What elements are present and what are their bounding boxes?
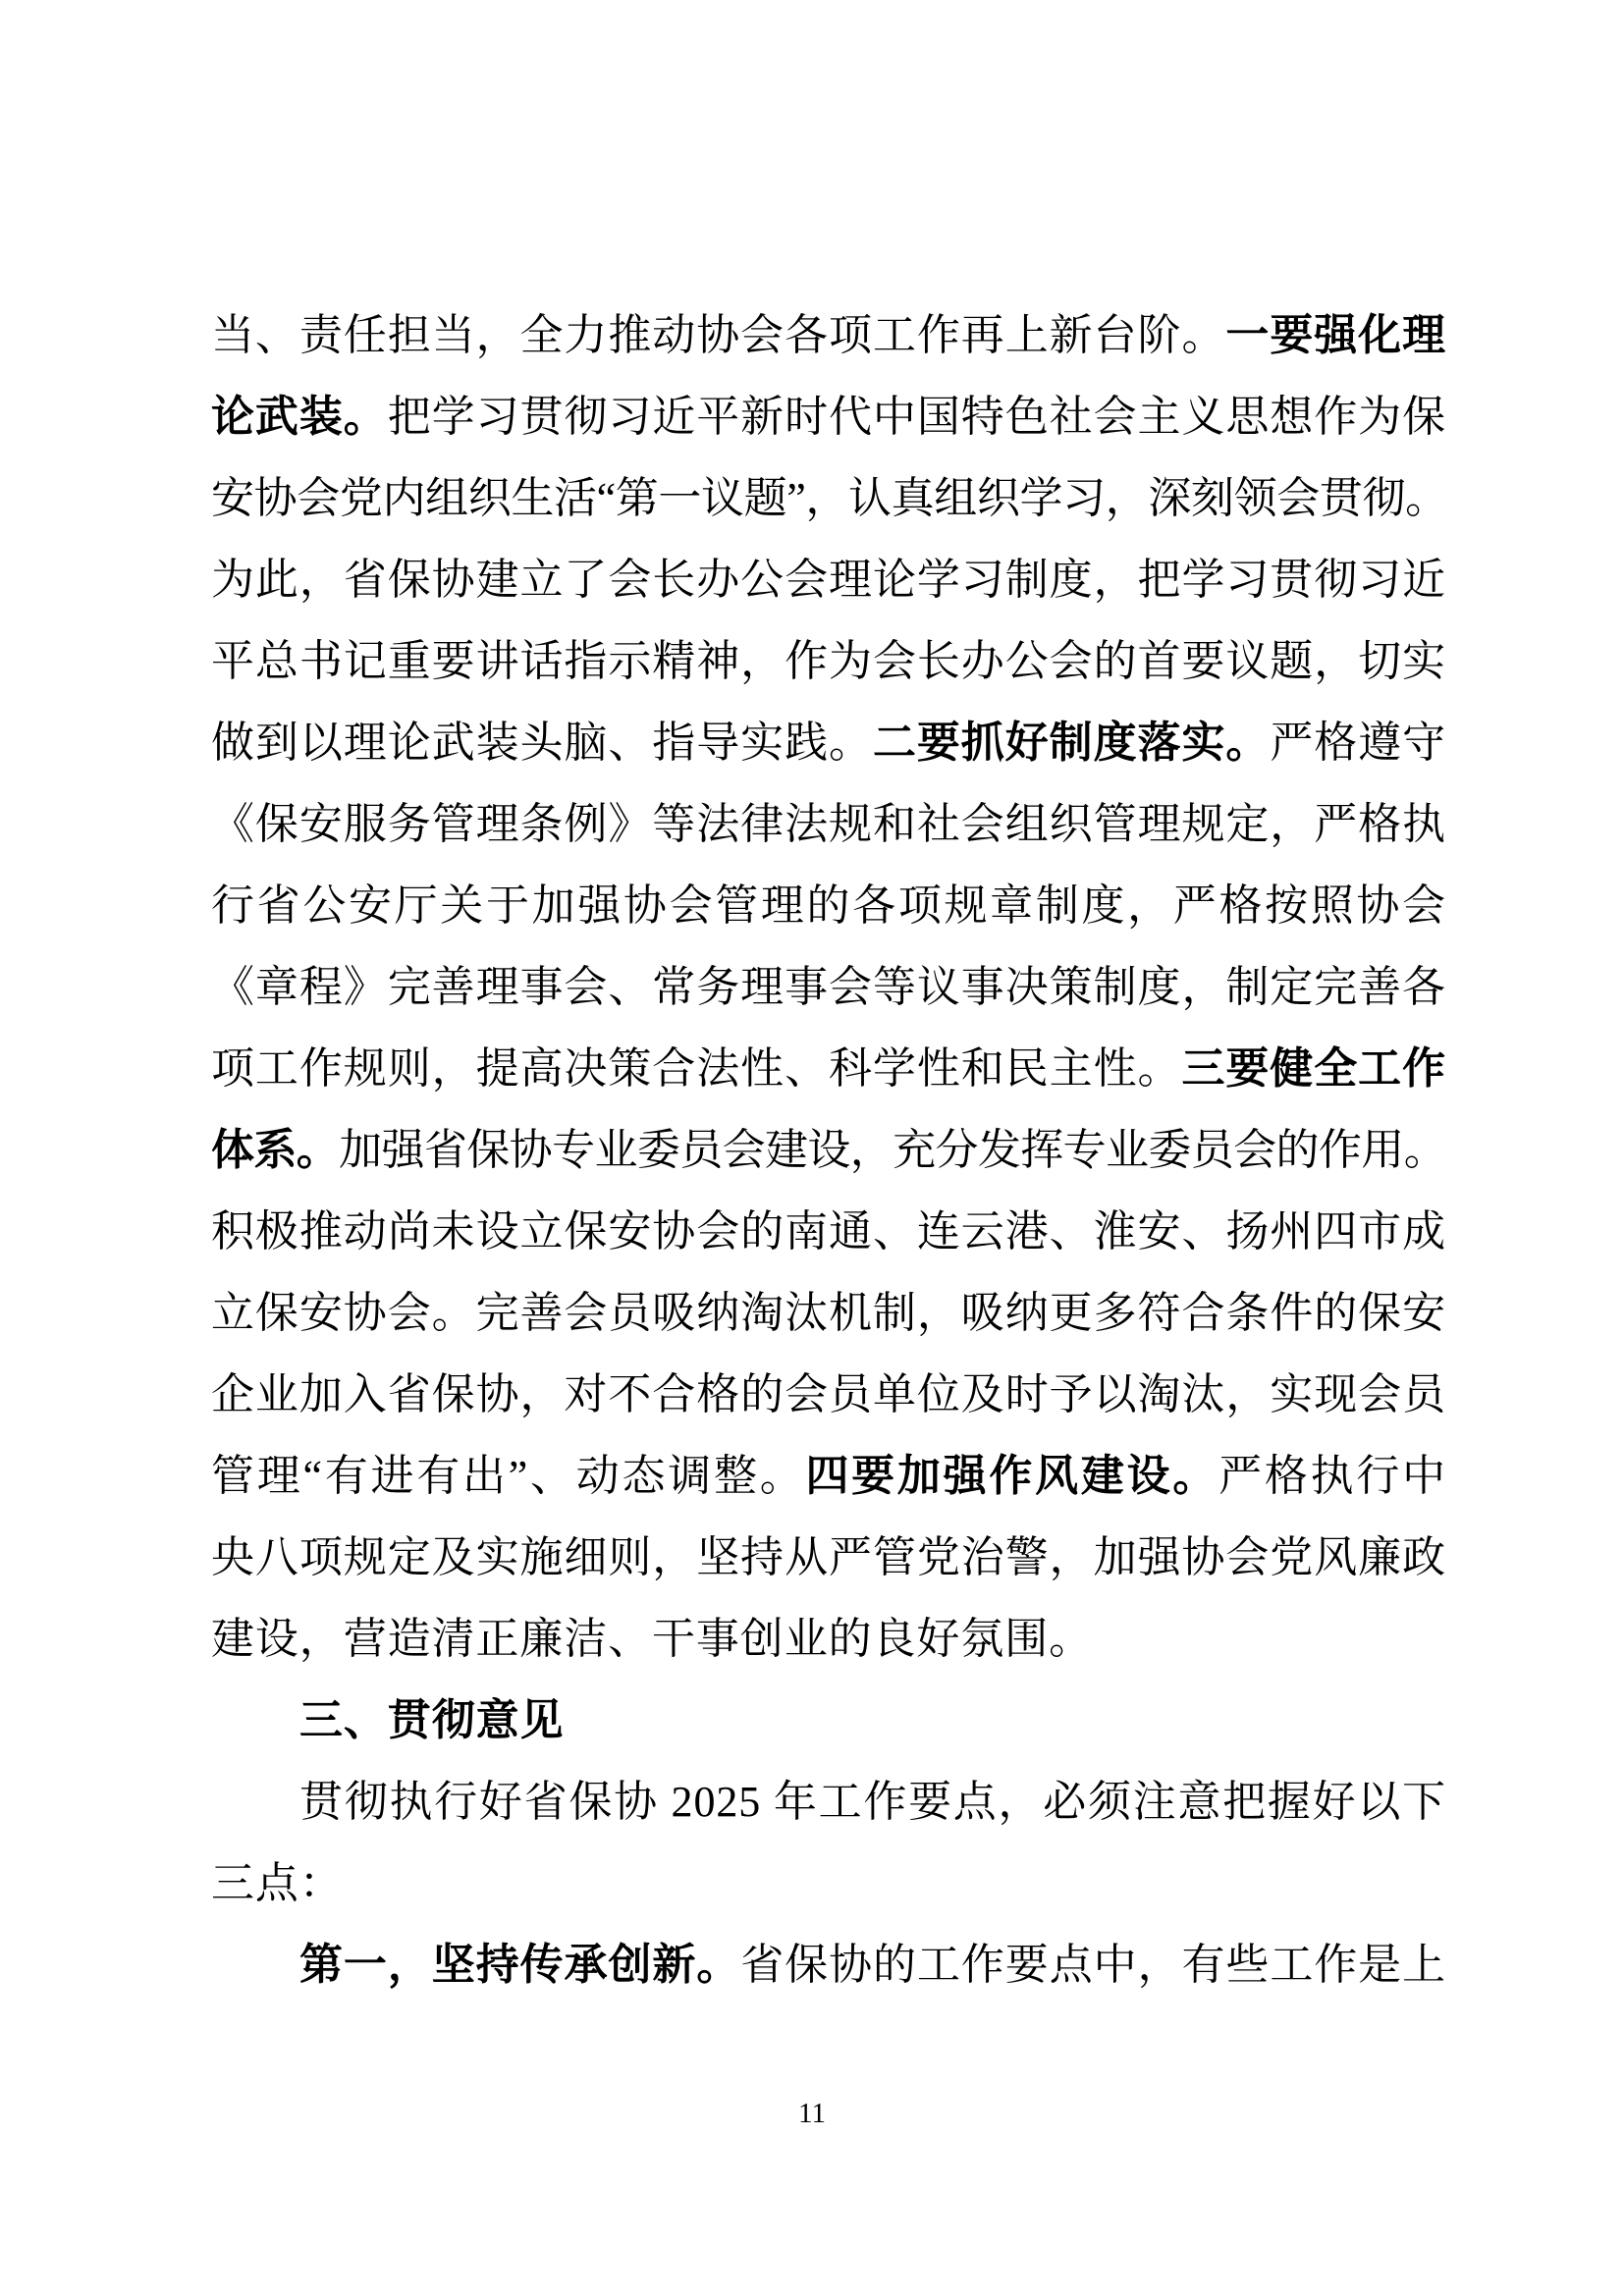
text-line — [211, 1272, 1446, 1354]
text-line — [211, 539, 1446, 620]
bold-run: 第一，坚持传承创新。 — [299, 1941, 741, 1989]
text-line — [211, 1598, 1446, 1680]
text-run: 安协会党内组织生活“第一议题”，认真组织学习，深刻领会贯彻。 — [211, 474, 1446, 522]
text-line — [211, 1028, 1446, 1109]
bold-run: 论武装。 — [211, 393, 388, 441]
text-run: 严格执行中 — [1218, 1452, 1446, 1500]
text-run: 严格遵守 — [1270, 719, 1446, 767]
text-run: 行省公安厅关于加强协会管理的各项规章制度，严格按照协会 — [211, 881, 1446, 930]
text-run: 把学习贯彻习近平新时代中国特色社会主义思想作为保 — [387, 393, 1446, 441]
text-run: 省保协的工作要点中，有些工作是上 — [740, 1941, 1447, 1989]
text-line — [211, 702, 1446, 783]
text-line — [211, 865, 1446, 946]
bold-run: 体系。 — [211, 1126, 340, 1174]
text-run: 做到以理论武装头脑、指导实践。 — [211, 719, 873, 767]
text-line — [211, 946, 1446, 1028]
text-run: 加强省保协专业委员会建设，充分发挥专业委员会的作用。 — [339, 1126, 1446, 1174]
section-heading — [211, 1680, 1446, 1761]
text-line — [211, 1354, 1446, 1435]
text-line — [211, 1761, 1446, 1842]
text-run: 《保安服务管理条例》等法律法规和社会组织管理规定，严格执 — [211, 800, 1446, 848]
text-run: 为此，省保协建立了会长办公会理论学习制度，把学习贯彻习近 — [211, 556, 1446, 604]
bold-run: 二要抓好制度落实。 — [872, 719, 1271, 767]
bold-run: 一要强化理 — [1225, 311, 1447, 359]
text-line — [211, 376, 1446, 457]
text-run: 建设，营造清正廉洁、干事创业的良好氛围。 — [211, 1615, 1093, 1663]
document-body — [211, 294, 1446, 2005]
text-run: 企业加入省保协，对不合格的会员单位及时予以淘汰，实现会员 — [211, 1370, 1446, 1418]
text-line — [211, 1924, 1446, 2005]
bold-run: 三要健全工作 — [1181, 1044, 1446, 1093]
page-number: 11 — [798, 2098, 826, 2129]
text-run: 项工作规则，提高决策合法性、科学性和民主性。 — [211, 1044, 1182, 1093]
heading-text: 三、贯彻意见 — [299, 1696, 565, 1744]
text-line — [211, 1517, 1446, 1598]
bold-run: 四要加强作风建设。 — [805, 1452, 1219, 1500]
text-line — [211, 457, 1446, 539]
text-line — [211, 1109, 1446, 1191]
text-line — [211, 620, 1446, 702]
text-run: 贯彻执行好省保协 2025 年工作要点，必须注意把握好以下 — [299, 1778, 1446, 1826]
text-run: 《章程》完善理事会、常务理事会等议事决策制度，制定完善各 — [211, 963, 1446, 1011]
text-run: 当、责任担当，全力推动协会各项工作再上新台阶。 — [211, 311, 1226, 359]
text-line — [211, 1191, 1446, 1272]
text-run: 平总书记重要讲话指示精神，作为会长办公会的首要议题，切实 — [211, 637, 1446, 685]
text-line — [211, 1435, 1446, 1517]
text-line — [211, 1842, 1446, 1924]
text-run: 立保安协会。完善会员吸纳淘汰机制，吸纳更多符合条件的保安 — [211, 1289, 1446, 1337]
text-run: 三点： — [211, 1859, 344, 1907]
text-line — [211, 783, 1446, 865]
text-line — [211, 294, 1446, 376]
text-run: 积极推动尚未设立保安协会的南通、连云港、淮安、扬州四市成 — [211, 1207, 1446, 1255]
text-run: 管理“有进有出”、动态调整。 — [211, 1452, 806, 1500]
text-run: 央八项规定及实施细则，坚持从严管党治警，加强协会党风廉政 — [211, 1533, 1446, 1581]
